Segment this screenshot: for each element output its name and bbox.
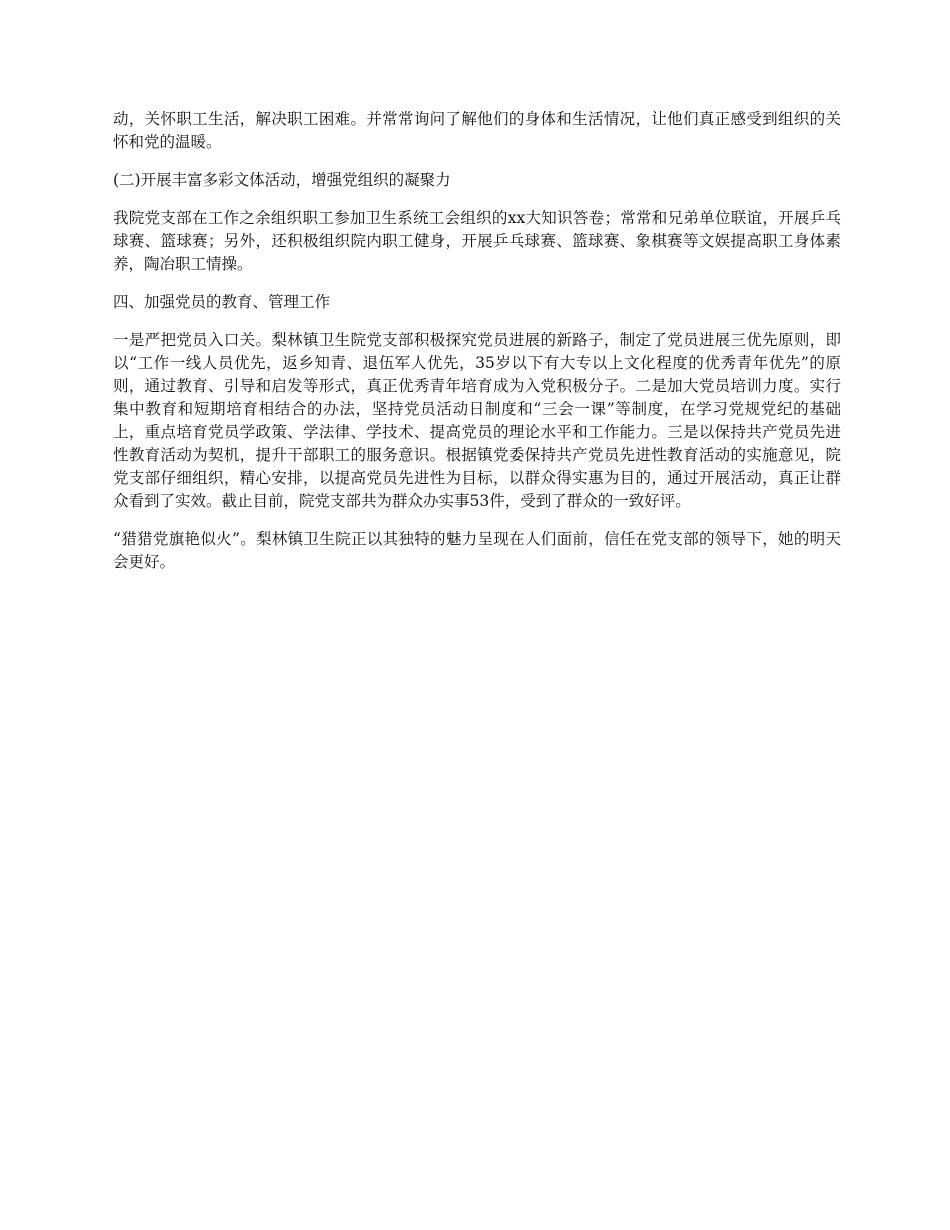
document-body xyxy=(113,108,841,589)
paragraph-member-education: 一是严把党员入口关。梨林镇卫生院党支部积极探究党员进展的新路子，制定了党员进展三优先原则，即以“工作一线人员优先，返乡知青、退伍军人优先，35岁以下有大专以上文化程度的优秀青年优先”的原则，通过教育、引导和启发等形式，真正优秀青年培育成为入党积极分子。二是加大党员培训力度。实行集中教育和短期培育相结合的办法，坚持党员活动日制度和“三会一课”等制度，在学习党规党纪的基础上，重点培育党员学政策、学法律、学技术、提高党员的理论水平和工作能力。三是以保持共产党员先进性教育活动为契机，提升干部职工的服务意识。根据镇党委保持共产党员先进性教育活动的实施意见，院党支部仔细组织，精心安排，以提高党员先进性为目标，以群众得实惠为目的，通过开展活动，真正让群众看到了实效。截止目前，院党支部共为群众办实事53件，受到了群众的一致好评。 xyxy=(113,331,841,510)
paragraph-cultural-activities: 我院党支部在工作之余组织职工参加卫生系统工会组织的xx大知识答卷；常常和兄弟单位联谊，开展乒乓球赛、篮球赛；另外，还积极组织院内职工健身，开展乒乓球赛、篮球赛、象棋赛等文娱提高职工身体素养，陶冶职工情操。 xyxy=(113,209,841,273)
paragraph-closing: “猎猎党旗艳似火”。梨林镇卫生院正以其独特的魅力呈现在人们面前，信任在党支部的领导下，她的明天会更好。 xyxy=(113,530,841,571)
paragraph-care-for-staff: 动，关怀职工生活，解决职工困难。并常常询问了解他们的身体和生活情况，让他们真正感受到组织的关怀和党的温暖。 xyxy=(113,110,841,151)
section-heading-member-education: 四、加强党员的教育、管理工作 xyxy=(113,293,331,311)
section-heading-cultural-activities: (二)开展丰富多彩文体活动，增强党组织的凝聚力 xyxy=(113,171,451,189)
